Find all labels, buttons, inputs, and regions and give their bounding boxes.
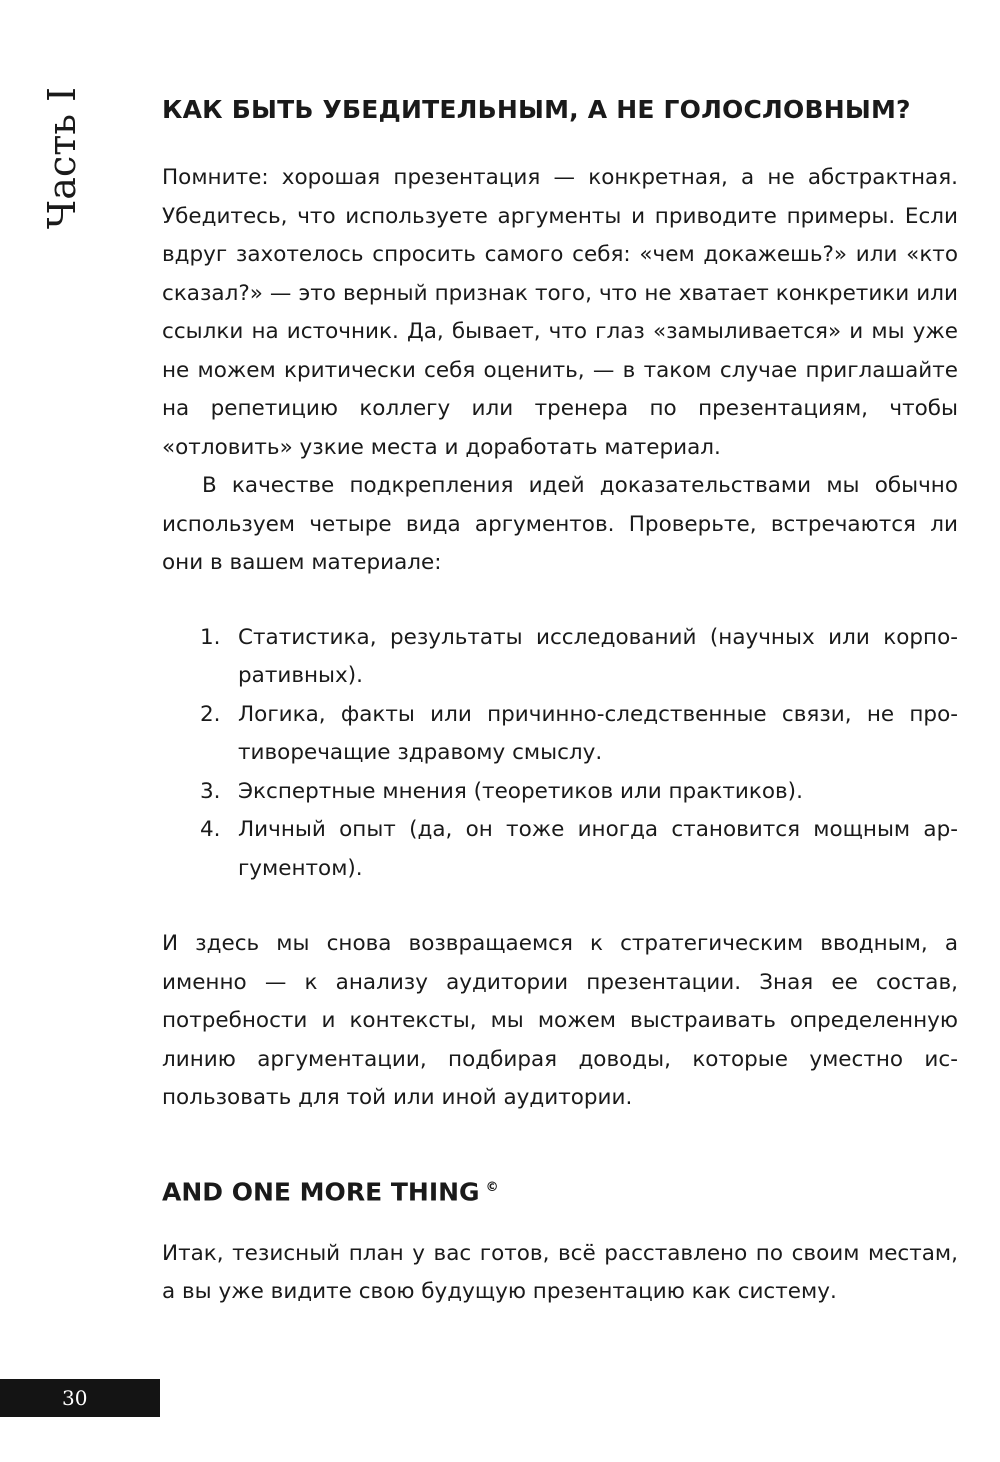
part-label — [18, 78, 106, 238]
section-title-one-more-thing — [162, 1168, 958, 1212]
list-item — [162, 619, 958, 696]
paragraph: Итак, тезисный план у вас готов, всё расставлено по своим местам, а вы уже видите свою будущую презентацию как систему. — [162, 1240, 958, 1305]
list-item — [162, 696, 958, 773]
list-item-text: Экспертные мнения (теоретиков или практиков). — [238, 778, 803, 804]
list-item — [162, 811, 958, 888]
list-item-text: Статистика, результаты исследований (научных или корпоративных). — [238, 624, 958, 688]
paragraph: Помните: хорошая презентация — конкретная, а не абстрактная. Убедитесь, что используете аргументы и приводите примеры. Если вдруг захотелось спросить самого себя: «чем докажешь?» или «кто сказал?» — это верный признак того, что не хватает конкретики или ссылки на источник. Да, бывает, что глаз «замыливается» и мы уже не можем критически себя оценить, — в таком случае приглашайте на репетицию коллегу или тренера по презентациям, чтобы «отловить» узкие места и доработать материал. — [162, 165, 958, 460]
copyright-mark: © — [485, 1179, 499, 1195]
section-title-persuasive: КАК БЫТЬ УБЕДИТЕЛЬНЫМ, А НЕ ГОЛОСЛОВНЫМ? — [162, 95, 911, 124]
argument-types-list — [162, 619, 958, 889]
list-item — [162, 773, 958, 812]
list-item-number: 1. — [200, 624, 221, 650]
page-number: 30 — [0, 1379, 160, 1417]
list-item-text: Личный опыт (да, он тоже иногда становится мощным аргументом). — [238, 817, 958, 881]
page-content — [162, 90, 958, 1312]
list-item-text: Логика, факты или причинно-следственные связи, не противоречащие здравому смыслу. — [238, 701, 958, 765]
part-label-text: Часть I — [40, 86, 84, 230]
section-title-text: AND ONE MORE THING — [162, 1176, 480, 1206]
list-item-number: 4. — [200, 817, 221, 842]
paragraph: В качестве подкрепления идей доказательствами мы обычно используем четыре вида аргументов. Проверьте, встречаются ли они в вашем материале: — [162, 473, 958, 575]
list-item-number: 3. — [200, 778, 221, 804]
list-item-number: 2. — [200, 701, 221, 727]
paragraph: И здесь мы снова возвращаемся к стратегическим вводным, а именно — к анализу аудитории презентации. Зная ее состав, потребности и контексты, мы можем выстраивать определенную линию аргументации, подбирая доводы, которые уместно использовать для той или иной аудитории. — [162, 931, 958, 1110]
